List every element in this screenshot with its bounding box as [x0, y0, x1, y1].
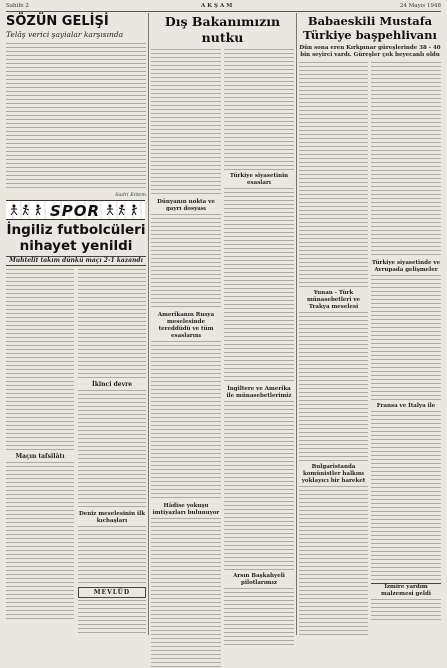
- runner-icon: [22, 204, 30, 216]
- article-subhead: İngiltere ve Amerika ile münasebetlerimiz: [226, 386, 292, 399]
- masthead-rule: [6, 11, 441, 12]
- spor-banner-label: SPOR: [50, 202, 101, 220]
- article-subhead: Bulgaristanda komünistler halkını yoklayıcı bir hareket: [301, 464, 366, 484]
- article-subhead: Hâdise yokuşu imtiyazları bulunuyor: [152, 503, 220, 516]
- article-subhead: İzmire yardım malzemesi geldi: [371, 583, 441, 598]
- article-body: [371, 411, 441, 581]
- article-title-line1: Babaeskili Mustafa: [307, 14, 433, 28]
- paper-name: AKŞAM: [201, 3, 235, 9]
- article-body: [299, 486, 368, 636]
- pehlivan-article: [299, 14, 441, 635]
- mevlud-notice: MEVLÛD: [78, 587, 146, 598]
- disbakan-article: [151, 14, 294, 635]
- runner-icon: [118, 204, 126, 216]
- byline: Sadri Ertem: [115, 192, 146, 198]
- spor-title-line1: İngiliz futbolcüleri: [6, 222, 146, 238]
- spor-subhead: İkinci devre: [91, 381, 133, 388]
- article-body: [224, 49, 294, 171]
- article-body: [151, 49, 221, 197]
- spor-subhead: Maçın tafsilâtı: [15, 453, 65, 460]
- article-title: Dış Bakanımızın nutku: [164, 14, 281, 45]
- article-subhead: Türkiye siyasetinde ve Avrupada gelişmeler: [371, 260, 441, 273]
- article-deck: Dün sona eren Kırkpınar güreşlerinde 38 - 40 bin seyirci vardı. Güreşler çok heyecanlı oldu: [299, 45, 441, 58]
- spor-deck: Muhtelit takım dünkü maçı 2-1 kazandı: [6, 256, 146, 266]
- article-body: [371, 62, 441, 258]
- article-body: [151, 214, 221, 310]
- spor-body-left-2: [6, 462, 74, 622]
- article-subhead: Türkiye siyasetinin esasları: [229, 173, 289, 186]
- issue-date: 24 Mayıs 1948: [399, 3, 441, 9]
- article-body: [371, 599, 441, 621]
- runner-icon: [34, 204, 42, 216]
- spor-body-left: [6, 269, 74, 451]
- spor-title-line2: nihayet yenildi: [19, 238, 133, 254]
- article-subhead: Arsın Başkahyeli pilotlarımız: [233, 573, 285, 586]
- article-body: [151, 518, 221, 668]
- article-subhead: Yunan - Türk münasebetleri ve Trakya meselesi: [306, 290, 361, 310]
- spor-banner: [6, 200, 145, 220]
- article-subtitle: Telâş verici şayialar karşısında: [6, 30, 124, 39]
- mevlud-body: [78, 600, 146, 636]
- runner-icon: [106, 204, 114, 216]
- article-subhead: Fransa ve İtalya ile: [376, 403, 436, 409]
- spor-body-right: [78, 269, 146, 379]
- article-title: SÖZÜN GELİŞİ: [6, 14, 109, 29]
- article-body: [224, 401, 294, 571]
- page-number: Sahife 2: [6, 3, 29, 9]
- article-subhead: Amerikanın Rusya meselesinde tereddüdü ve tüm esaslarını: [157, 312, 215, 339]
- article-body: [299, 62, 368, 288]
- masthead: [6, 2, 441, 11]
- spor-subhead: Deniz meselesinin ilk kıcbaşları: [78, 511, 146, 524]
- spor-body-right-3: [78, 526, 146, 584]
- runner-icon: [10, 204, 18, 216]
- article-body: [224, 188, 294, 384]
- article-body: [371, 275, 441, 401]
- article-body: [224, 588, 294, 648]
- spor-body-right-2: [78, 390, 146, 508]
- article-body: [6, 43, 146, 191]
- article-body: [151, 341, 221, 501]
- article-subhead: Dünyanın nokta ve gayrı dosyası: [157, 199, 215, 212]
- column-rule: [296, 13, 297, 635]
- sozun-gelisi-article: [6, 14, 146, 198]
- column-rule: [148, 13, 149, 635]
- runner-icon: [130, 204, 138, 216]
- article-body: [299, 312, 368, 462]
- spor-article: [6, 222, 146, 635]
- article-title-line2: Türkiye başpehlivanı: [303, 28, 437, 42]
